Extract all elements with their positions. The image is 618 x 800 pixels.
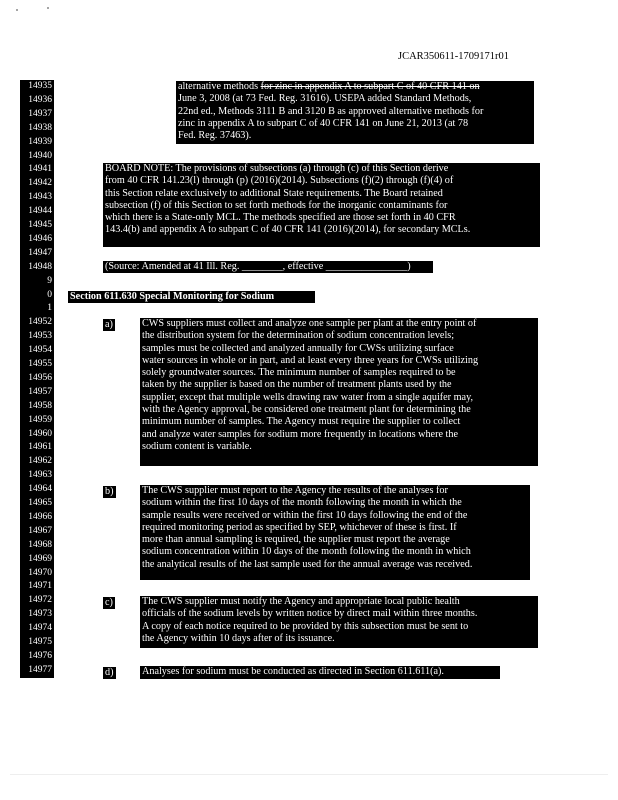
text-line: the distribution system for the determination of sodium concentration levels; (142, 330, 455, 342)
text-line: this Section relate exclusively to additional State requirements. The Board retained (105, 187, 443, 199)
text-line: samples must be collected and analyzed annually for CWSs utilizing surface (142, 342, 454, 354)
text-line: sample results were received or within the first 10 days following the end of the (142, 509, 468, 521)
text-line: the analytical results of the last sample used for the annual average was received. (142, 558, 473, 570)
section-heading (68, 291, 315, 303)
text-line: and analyze water samples for sodium more frequently in locations where the (142, 428, 458, 440)
subsection-label-b: b) (105, 486, 114, 497)
line-number: 14959 (28, 414, 52, 425)
source-note (103, 261, 433, 273)
text-line: A copy of each notice required to be provided by this subsection must be sent to (142, 620, 469, 632)
text-line: Fed. Reg. 37463). (178, 130, 252, 142)
heading-text: Section 611.630 Special Monitoring for Sodium (70, 291, 275, 302)
line-number: 14953 (28, 331, 52, 342)
line-number: 14947 (28, 247, 52, 258)
text-line: water sources in whole or in part, and at least every three years for CWSs utilizing (142, 354, 479, 366)
line-number: 14963 (28, 470, 52, 481)
line-number: 14966 (28, 511, 52, 522)
deleted-text: for zinc in appendix A to subpart C of 40 CFR 141 on (260, 81, 480, 92)
text-line: CWS suppliers must collect and analyze one sample per plant at the entry point of (142, 318, 477, 329)
subsection-b-text (140, 485, 530, 580)
line-number: 14938 (28, 122, 52, 133)
line-number: 9 (47, 275, 52, 286)
line-number: 14952 (28, 317, 52, 328)
subsection-c-text (140, 596, 538, 648)
line-number: 14946 (28, 233, 52, 244)
line-number: 14935 (28, 81, 52, 91)
subsection-label-d: d) (105, 667, 114, 678)
document-id-header: JCAR350611-1709171r01 (398, 51, 510, 62)
line-number: 14948 (28, 261, 52, 272)
line-number: 14945 (28, 220, 52, 230)
line-number: 14964 (28, 484, 52, 495)
text-line: from 40 CFR 141.23(l) through (p) (2016)(2014). Subsections (f)(2) through (f)(4) of (105, 175, 454, 187)
line-number: 14968 (28, 539, 52, 550)
text-line: Analyses for sodium must be conducted as directed in Section 611.611(a). (142, 666, 444, 677)
line-number: 1 (47, 303, 52, 314)
line-number: 14940 (28, 150, 52, 161)
page-bottom-edge (10, 774, 608, 775)
text-line: zinc in appendix A to subpart C of 40 CFR 141 on June 21, 2013 (at 78 (178, 117, 469, 129)
line-number: 14944 (28, 206, 52, 217)
line-number: 14942 (28, 178, 52, 189)
text-line: solely groundwater sources. The minimum number of samples required to be (142, 367, 456, 379)
line-number: 14969 (28, 553, 52, 564)
scan-speck (16, 9, 18, 11)
line-number: 14955 (28, 359, 52, 369)
text-line: required monitoring period as specified by SEP, whichever of these is first. If (142, 521, 457, 533)
text-run: alternative methods (178, 81, 261, 92)
scan-speck (47, 7, 49, 9)
line-number: 14937 (28, 108, 52, 119)
line-number: 14962 (28, 456, 52, 467)
line-number: 14974 (28, 623, 52, 634)
line-number: 14936 (28, 94, 52, 105)
line-number: 14975 (28, 637, 52, 647)
text-line: supplier, except that multiple wells drawing raw water from a single aquifer may, (142, 391, 474, 403)
subsection-label-a: a) (105, 319, 113, 330)
line-number: 14970 (28, 567, 52, 578)
text-line: the Agency within 10 days after of its issuance. (142, 632, 335, 644)
text-line: 22nd ed., Methods 3111 B and 3120 B as approved alternative methods for (178, 105, 484, 117)
text-line: sodium concentration within 10 days of the month following the month in which (142, 546, 471, 558)
text-line: more than annual sampling is required, the supplier must report the average (142, 534, 450, 546)
text-line: with the Agency approval, be considered one treatment plant for determining the (142, 404, 471, 416)
board-note (103, 163, 540, 247)
line-number: 14941 (28, 164, 52, 175)
text-line: officials of the sodium levels by written notice by direct mail within three months. (142, 608, 478, 620)
text-line: BOARD NOTE: The provisions of subsections (a) through (c) of this Section derive (105, 163, 449, 174)
text-line: sodium content is variable. (142, 440, 252, 452)
text-line: sodium within the first 10 days of the month following the month in which the (142, 497, 462, 509)
alternative-methods-paragraph (176, 81, 534, 144)
line-number: 14961 (28, 442, 52, 453)
line-number: 14965 (28, 498, 52, 508)
text-line: (Source: Amended at 41 Ill. Reg. ________, effective ________________) (105, 261, 411, 272)
line-number: 14954 (28, 345, 52, 356)
text-line: subsection (f) of this Section to set forth methods for the inorganic contaminants for (105, 199, 448, 211)
line-number: 14973 (28, 609, 52, 620)
line-number: 0 (47, 289, 52, 300)
text-line: 143.4(b) and appendix A to subpart C of 40 CFR 141 (2016)(2014), for secondary MCLs. (105, 224, 471, 236)
subsection-a-text (140, 318, 538, 466)
text-line (178, 81, 532, 93)
line-number: 14977 (28, 664, 52, 675)
text-line: taken by the supplier is based on the number of treatment plants used by the (142, 379, 452, 391)
text-line: which there is a State-only MCL. The methods specified are those set forth in 40 CFR (105, 212, 456, 224)
text-line: June 3, 2008 (at 73 Fed. Reg. 31616). USEPA added Standard Methods, (178, 93, 472, 105)
line-number: 14976 (28, 650, 52, 661)
line-number: 14957 (28, 386, 52, 397)
text-line: The CWS supplier must notify the Agency and appropriate local public health (142, 596, 460, 607)
line-number: 14956 (28, 372, 52, 383)
subsection-label-c: c) (105, 597, 113, 608)
line-number: 14939 (28, 136, 52, 147)
line-number: 14967 (28, 525, 52, 536)
line-number: 14971 (28, 581, 52, 592)
line-number: 14972 (28, 595, 52, 606)
line-number: 14943 (28, 192, 52, 203)
line-number: 14958 (28, 400, 52, 411)
subsection-d-text (140, 666, 500, 679)
text-line: The CWS supplier must report to the Agency the results of the analyses for (142, 485, 448, 496)
text-line: minimum number of samples. The Agency must require the supplier to collect (142, 416, 461, 428)
line-number: 14960 (28, 428, 52, 439)
